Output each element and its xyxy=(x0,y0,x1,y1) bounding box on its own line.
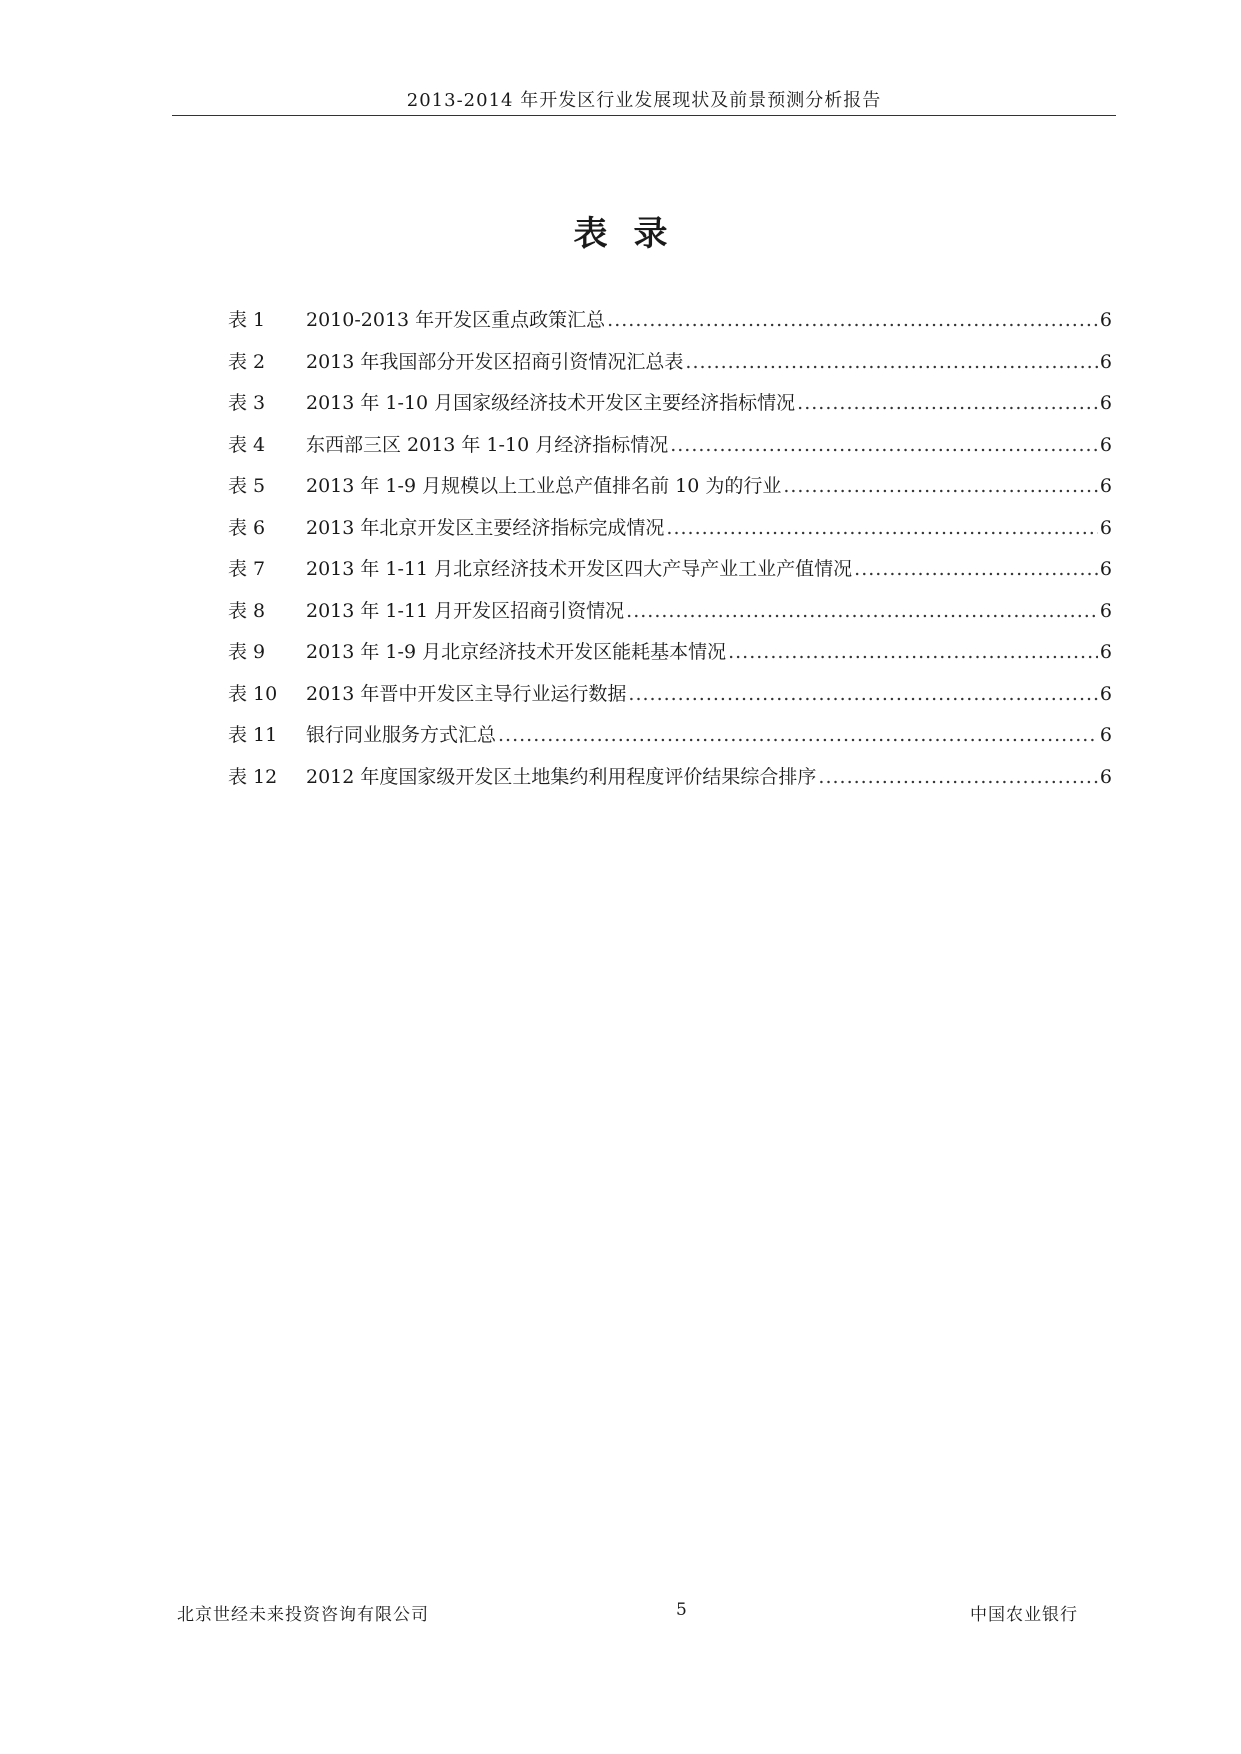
toc-entry-number: 表 10 xyxy=(228,682,278,705)
toc-entry-number: 表 5 xyxy=(228,475,266,497)
header-divider xyxy=(172,115,1116,116)
toc-entry-page: 6 xyxy=(1099,682,1112,705)
toc-entry-number: 表 7 xyxy=(228,558,266,580)
toc-entry-title: 东西部三区 2013 年 1-10 月经济指标情况 xyxy=(306,433,669,456)
dot-leader xyxy=(670,434,1098,456)
dot-leader xyxy=(783,475,1098,497)
toc-entry[interactable] xyxy=(228,305,1112,347)
toc-entry-title: 2013 年北京开发区主要经济指标完成情况 xyxy=(306,516,665,539)
dot-leader xyxy=(626,600,1098,622)
toc-entry-title: 2013 年 1-11 月北京经济技术开发区四大产导产业工业产值情况 xyxy=(306,558,853,580)
footer-company: 北京世经未来投资咨询有限公司 xyxy=(177,1605,429,1625)
dot-leader xyxy=(607,309,1098,331)
toc-entry-page: 6 xyxy=(1099,641,1112,663)
dot-leader xyxy=(797,392,1098,414)
toc-entry-title: 2010-2013 年开发区重点政策汇总 xyxy=(306,309,606,331)
toc-entry[interactable] xyxy=(228,720,1112,762)
toc-entry[interactable] xyxy=(228,471,1112,513)
running-header: 2013-2014 年开发区行业发展现状及前景预测分析报告 xyxy=(406,90,882,111)
toc-entry[interactable] xyxy=(228,430,1112,472)
toc-entry[interactable] xyxy=(228,554,1112,596)
toc-entry-page: 6 xyxy=(1099,392,1112,414)
table-list xyxy=(228,305,1112,803)
dot-leader xyxy=(818,766,1098,788)
toc-entry-number: 表 6 xyxy=(228,516,266,539)
toc-entry-page: 6 xyxy=(1099,309,1112,331)
dot-leader xyxy=(728,641,1098,663)
toc-entry-title: 2013 年 1-9 月北京经济技术开发区能耗基本情况 xyxy=(306,641,727,663)
toc-entry-number: 表 1 xyxy=(228,309,266,331)
toc-entry-number: 表 12 xyxy=(228,765,278,788)
toc-entry-title: 2013 年 1-11 月开发区招商引资情况 xyxy=(306,599,625,622)
dot-leader xyxy=(685,351,1098,373)
toc-entry-page: 6 xyxy=(1099,433,1112,456)
dot-leader xyxy=(666,517,1098,539)
toc-entry-title: 2013 年 1-10 月国家级经济技术开发区主要经济指标情况 xyxy=(306,392,796,414)
toc-entry[interactable] xyxy=(228,762,1112,804)
toc-entry-page: 6 xyxy=(1099,475,1112,497)
toc-entry-title: 2013 年晋中开发区主导行业运行数据 xyxy=(306,682,627,705)
toc-entry[interactable] xyxy=(228,347,1112,389)
toc-entry-page: 6 xyxy=(1099,350,1112,373)
toc-entry-number: 表 8 xyxy=(228,599,266,622)
toc-entry-number: 表 3 xyxy=(228,392,266,414)
toc-entry-page: 6 xyxy=(1099,516,1112,539)
page-title: 表录 xyxy=(573,214,694,254)
toc-entry-number: 表 11 xyxy=(228,724,278,746)
toc-entry-page: 6 xyxy=(1099,599,1112,622)
toc-entry[interactable] xyxy=(228,596,1112,638)
footer-client: 中国农业银行 xyxy=(970,1605,1078,1625)
dot-leader xyxy=(628,683,1098,705)
dot-leader xyxy=(498,724,1098,746)
toc-entry[interactable] xyxy=(228,679,1112,721)
toc-entry[interactable] xyxy=(228,513,1112,555)
toc-entry-number: 表 9 xyxy=(228,641,266,663)
toc-entry-title: 2013 年 1-9 月规模以上工业总产值排名前 10 为的行业 xyxy=(306,475,782,497)
dot-leader xyxy=(854,558,1098,580)
toc-entry[interactable] xyxy=(228,637,1112,679)
page-number: 5 xyxy=(676,1600,688,1620)
toc-entry-page: 6 xyxy=(1099,724,1112,746)
toc-entry-number: 表 2 xyxy=(228,350,266,373)
toc-entry-title: 银行同业服务方式汇总 xyxy=(306,724,497,746)
toc-entry-page: 6 xyxy=(1099,558,1112,580)
toc-entry-title: 2012 年度国家级开发区土地集约利用程度评价结果综合排序 xyxy=(306,765,817,788)
toc-entry[interactable] xyxy=(228,388,1112,430)
toc-entry-title: 2013 年我国部分开发区招商引资情况汇总表 xyxy=(306,350,684,373)
toc-entry-number: 表 4 xyxy=(228,433,266,456)
toc-entry-page: 6 xyxy=(1099,765,1112,788)
